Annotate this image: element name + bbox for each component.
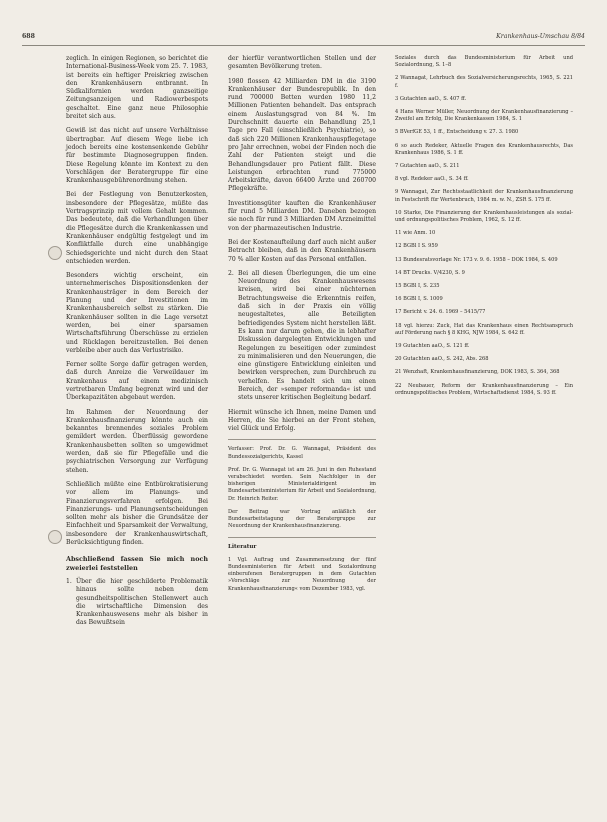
paragraph: Gewiß ist das nicht auf unsere Verhältnisse übertragbar. Auf diesem Wege liebe ich jedoch bereits eine kostensenkende Gebühr für bestimmte Diagnosegruppen finden. Diese Regelung könnte im Kontext zu den Vorschlägen der Beratergruppe für eine Krankenhausgebührenordnung stehen. <box>66 127 208 185</box>
reference: 10 Starke, Die Finanzierung der Krankenhausleistungen als sozial- und ordnungspolitisches Problem, 1962, S. 12 ff. <box>395 209 573 224</box>
author-note-box <box>228 439 376 530</box>
reference: 16 BGBl I, S. 1009 <box>395 296 443 303</box>
paragraph: 1980 flossen 42 Milliarden DM in die 3190 Krankenhäuser der Bundesrepublik. In den rund 700000 Betten wurden 1980 11,2 Millionen Patienten behandelt. Das entsprach einem Auslastungsgrad von 84 %. Im Durchschnitt dauerte ein Behandlung 25,1 Tage pro Fall (einschließlich Psychiatrie), so daß sich 220 Millionen Krankenhauspflegetage pro Jahr errechnen, wobei der Finden noch die Zahl der Patienten steigt und die Behandlungsdauer pro Patient fällt. Diese Leistungen erbrachten rund 775000 Arbeitskräfte, davon 66400 Ärzte und 260700 Pflegekräfte. <box>228 77 376 193</box>
reference: 5 BVerfGE 53, 1 ff., Entscheidung v. 27. 3. 1980 <box>395 129 519 136</box>
literature-box <box>228 537 376 593</box>
literature-title: Literatur <box>228 543 257 550</box>
reference: 8 vgl. Redeker aaO., S. 34 ff. <box>395 176 469 183</box>
list-text: Über die hier geschilderte Problematik hinaus sollte neben dem gesundheitspolitischen Stellenwert auch die wirtschaftliche Dimension des Krankenhauswesens mehr als bisher in das Bewußtsein <box>76 577 208 627</box>
numbered-list <box>228 270 376 403</box>
reference: 21 Wenzhaft, Krankenhausfinanzierung, DOK 1983, S. 364, 368 <box>395 369 560 376</box>
reference: 6 so auch Redeker, Aktuelle Fragen des Krankenhausrechts, Das Krankenhaus 1986, S. 1 ff. <box>395 142 573 156</box>
column-right-references <box>395 55 573 403</box>
reference: 7 Gutachten aaO., S. 211 <box>395 163 460 170</box>
list-item <box>228 270 376 403</box>
reference: 2 Wannagat, Lehrbuch des Sozialversicherungsrechts, 1965, S. 221 f. <box>395 75 573 89</box>
paragraph: zeglich. In einigen Regionen, so berichtet die International-Business-Week vom 25. 7. 1983, ist bereits ein heftiger Preiskrieg zwischen den Krankenhäusern entbrannt. In Südkalifornien werden ganzseitige Zeitungsanzeigen und Radiowerbespots geschaltet. Eine ganz neue Philosophie breitet sich aus. <box>66 55 208 121</box>
list-number: 1. <box>66 577 72 585</box>
reference: Soziales durch das Bundesministerium für Arbeit und Sozialordnung, S. 1–8 <box>395 55 573 69</box>
column-middle <box>228 55 376 599</box>
note: Der Beitrag war Vortrag anläßlich der Bundesarbeitstagung der Beratergruppe zur Neuordnung der Krankenhausfinanzierung. <box>228 508 376 530</box>
column-left <box>66 55 208 634</box>
reference: 19 Gutachten aaO., S. 121 ff. <box>395 343 470 350</box>
reference: 15 BGBl I, S. 235 <box>395 283 440 290</box>
reference: 4 Hans Werner Müller, Neuordnung der Krankenhausfinanzierung – Zweifel am Erfolg, Die Krankenkassen 1984, S. 1 <box>395 109 573 123</box>
reference: 3 Gutachten aaO., S. 407 ff. <box>395 95 467 102</box>
closing-paragraph: Hiermit wünsche ich Ihnen, meine Damen und Herren, die Sie hierbei an der Front stehen, viel Glück und Erfolg. <box>228 408 376 433</box>
numbered-list <box>66 578 208 628</box>
section-heading: Abschließend fassen Sie mich noch zweierlei feststellen <box>66 555 208 572</box>
reference: 11 wie Anm. 10 <box>395 230 436 237</box>
paragraph: Im Rahmen der Neuordnung der Krankenhausfinanzierung könnte auch ein bekanntes brennendes soziales Problem gemildert werden. Überflüssig gewordene Krankenhausbetten sollten so umgewidmet werden, daß sie für Pflegefälle und die psychiatrischen Versorgung zur Verfügung stehen. <box>66 408 208 474</box>
punch-hole <box>48 530 62 544</box>
author-note: Verfasser: Prof. Dr. G. Wannagat, Präsident des Bundessozialgerichts, Kassel <box>228 446 376 460</box>
reference: 12 BGBl I S. 959 <box>395 243 438 250</box>
list-text: Bei all diesen Überlegungen, die um eine Neuordnung des Krankenhauswesens kreisen, wird bei einer nüchternen Betrachtungsweise die Erkenntnis reifen, daß sich in der Praxis ein völlig neugestaltetes, alle Beteiligten befriedigendes System nicht herstellen läßt. Es kann nur darum gehen, die in lebhafter Diskussion dargelegten Entwicklungen und Regelungen zu beseitigen oder zumindest zu minimalisieren und den Neuerungen, die eine günstigere Entwicklung einleiten und bewirken versprechen, zum Durchbruch zu verhelfen. Es handelt sich um einen Bereich, der »semper reformanda« ist und stets unserer kritischen Begleitung bedarf. <box>238 269 376 402</box>
literature-entry: 1 Vgl. Auftrag und Zusammensetzung der fünf Bundesministerien für Arbeit und Sozialordnung einberufenen Beratergruppen in dem Gutachten »Vorschläge zur Neuordnung der Krankenhausfinanzierung« vom Dezember 1983, vgl. <box>228 556 376 592</box>
paragraph: Schließlich müßte eine Entbürokratisierung vor allem im Planungs- und Finanzierungsverfahren erfolgen. Bei Finanzierungs- und Planungsentscheidungen sollten mehr als bisher die Grundsätze der Einfachheit und Sparsamkeit der Verwaltung, insbesondere der Krankenhauswirtschaft, Berücksichtigung finden. <box>66 480 208 547</box>
reference: 18 vgl. hierzu: Zuck, Hat das Krankenhaus einen Rechtsanspruch auf Förderung nach § 8 KHG, NJW 1984, S. 642 ff. <box>395 322 573 336</box>
list-number: 2. <box>228 269 234 277</box>
punch-hole <box>48 246 62 260</box>
reference: 17 Bericht v. 24. 6. 1969 – 5415/77 <box>395 309 486 316</box>
paragraph: Ferner sollte Sorge dafür getragen werden, daß durch Anreize die Verweildauer im Krankenhaus auf einem medizinisch vertretbaren Umfang begrenzt wird und der Überkapazitäten abgebaut werden. <box>66 361 208 402</box>
reference: 9 Wannagat, Zur Rechtsstaatlichkeit der Krankenhausfinanzierung in Festschrift für Wertenbruch, 1984 m. w. N., ZSR S. 175 ff. <box>395 189 573 203</box>
page-number: 688 <box>22 33 35 40</box>
paragraph: Investitionsgüter kauften die Krankenhäuser für rund 5 Milliarden DM. Daneben bezogen sie noch für rund 3 Milliarden DM Arzneimittel von der pharmazeutischen Industrie. <box>228 199 376 232</box>
reference: 20 Gutachten aaO., S. 242, Abs. 268 <box>395 356 489 363</box>
header-rule <box>22 45 585 46</box>
running-title: Krankenhaus-Umschau 8/84 <box>496 33 585 40</box>
paragraph: Bei der Festlegung von Benutzerkosten, insbesondere der Pflegesätze, müßte das Vertragsprinzip mit vollem Gehalt kommen. Das bedeutete, daß die Verhandlungen über die Pflegesätze durch die Krankenkassen und Krankenhäuser endgültig festgelegt und im Konfliktfalle durch eine unabhängige Schiedsgerichte und nicht durch den Staat entschieden werden. <box>66 191 208 265</box>
reference: 13 Bundesratsvorlage Nr. 173 v. 9. 6. 1958 – DOK 1984, S. 409 <box>395 256 558 263</box>
paragraph: Bei der Kostenaufteilung darf auch nicht außer Betracht bleiben, daß in den Krankenhäusern 70 % aller Kosten auf das Personal entfallen. <box>228 238 376 263</box>
reference: 14 BT Drucks. V/4230, S. 9 <box>395 269 465 276</box>
page-header <box>22 33 585 45</box>
list-item <box>66 578 208 628</box>
paragraph: Besonders wichtig erscheint, ein unternehmerisches Dispositionsdenken der Krankenhausträger in dem Bereich der Planung und der Investitionen im Krankenhausbereich selbst zu stärken. Die Krankenhäuser sollten in die Lage versetzt werden, bei einer sparsamen Wirtschaftsführung Überschüsse zu erzielen und Rücklagen bereitzustellen. Bei denen verbleibe aber auch das Verlustrisiko. <box>66 272 208 354</box>
reference: 22 Neubauer, Reform der Krankenhausfinanzierung – Ein ordnungspolitisches Problem, Wirtschaftsdienst 1984, S. 93 ff. <box>395 382 573 396</box>
paragraph: der hierfür verantwortlichen Stellen und der gesamten Bevölkerung treten. <box>228 55 376 71</box>
note: Prof. Dr. G. Wannagat ist am 26. Juni in den Ruhestand verabschiedet worden. Sein Nachfolger in der bisherigen Ministerialdirigent im Bundesarbeitsministerium für Arbeit und Sozialordnung, Dr. Heinrich Reiter. <box>228 466 376 502</box>
